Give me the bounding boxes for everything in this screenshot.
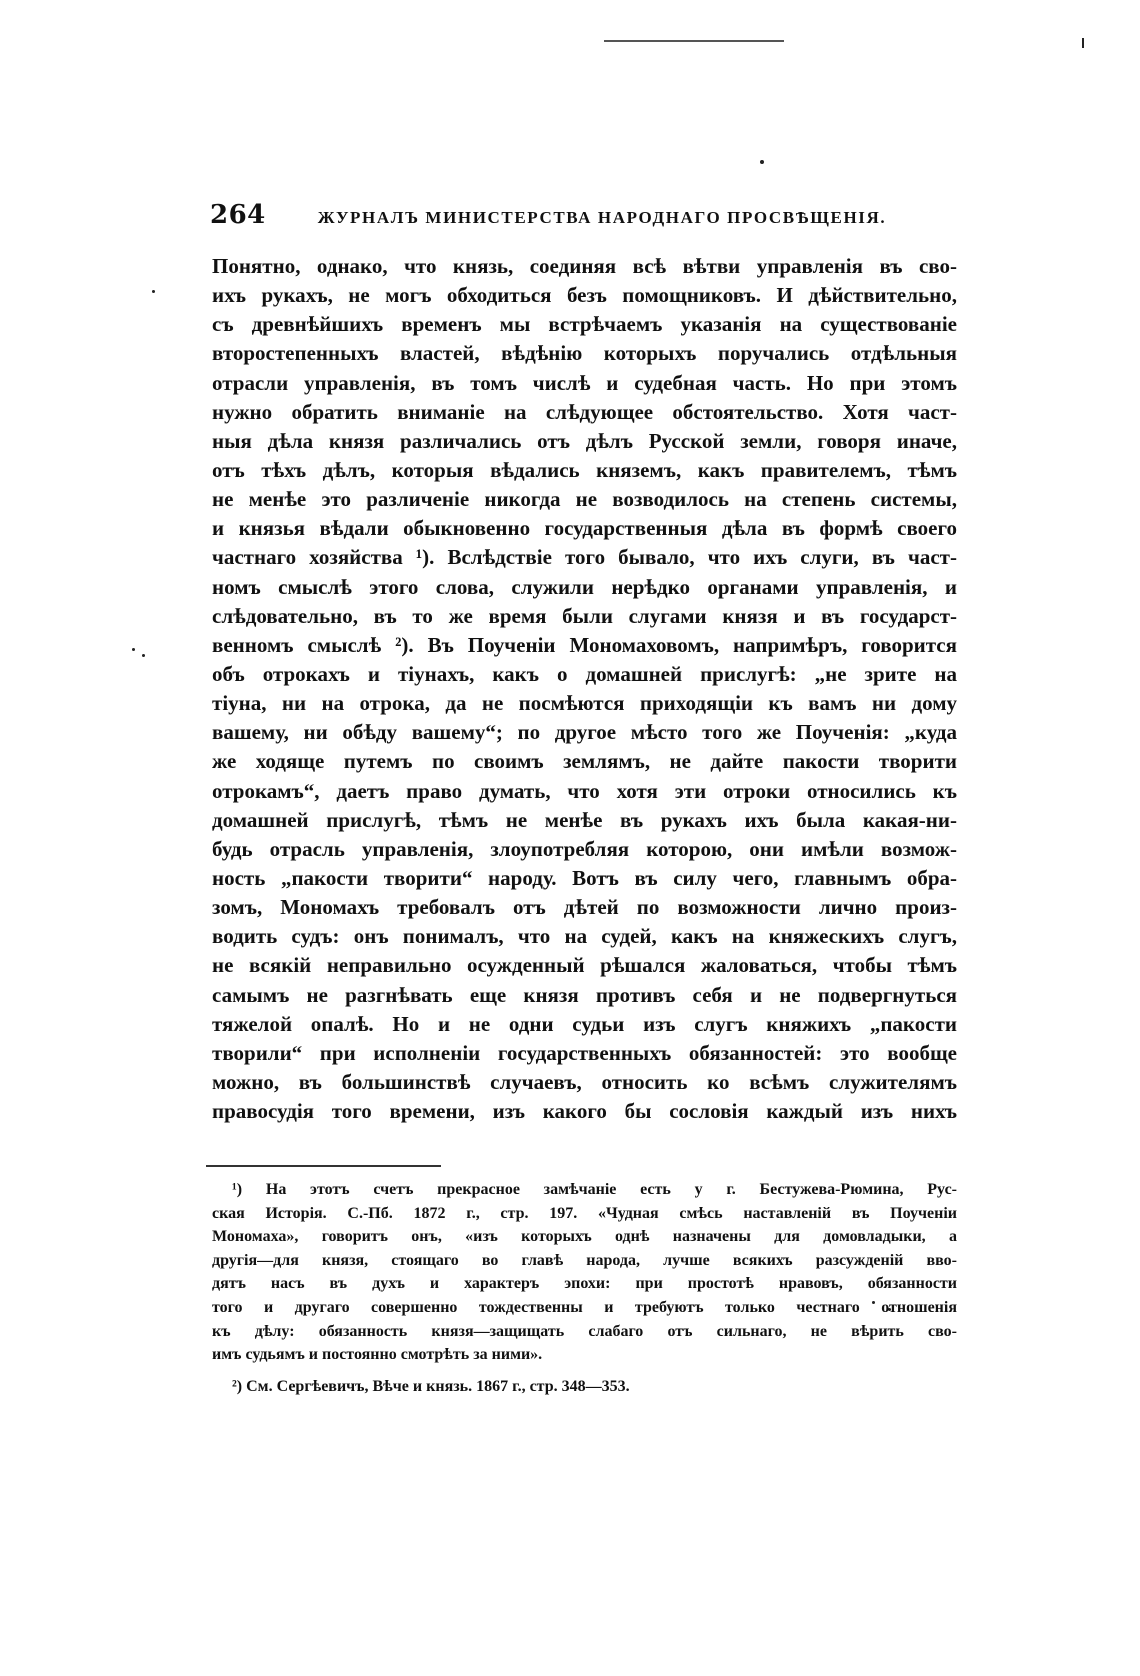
print-speck — [132, 648, 135, 651]
text-line: тіуна, ни на отрока, да не посмѣются приходящіи къ вамъ ни дому — [212, 691, 957, 716]
footnotes — [212, 1178, 957, 1398]
text-line: объ отрокахъ и тіунахъ, какъ о домашней прислугѣ: „не зрите на — [212, 661, 957, 686]
text-line: вашему, ни обѣду вашему“; по другое мѣсто того же Поученія: „куда — [212, 720, 957, 745]
text-line: ихъ рукахъ, не могъ обходиться безъ помощниковъ. И дѣйствительно, — [212, 283, 957, 308]
text-line: будь отрасль управленія, злоупотребляя которою, они имѣли возмож- — [212, 836, 957, 861]
text-line: не менѣе это различеніе никогда не возводилось на степень системы, — [212, 487, 957, 512]
text-line: ныя дѣла князя различались отъ дѣлъ Русской земли, говоря иначе, — [212, 428, 957, 453]
text-line: отрасли управленія, въ томъ числѣ и судебная часть. Но при этомъ — [212, 370, 957, 395]
text-line: можно, въ большинствѣ случаевъ, относить ко всѣмъ служителямъ — [212, 1069, 957, 1094]
print-speck — [142, 654, 145, 657]
footnote-2: ²) См. Сергѣевичъ, Вѣче и князь. 1867 г., стр. 348—353. — [232, 1377, 630, 1395]
text-line: второстепенныхъ властей, вѣдѣнію которыхъ поручались отдѣльныя — [212, 341, 957, 366]
text-line: номъ смыслѣ этого слова, служили нерѣдко органами управленія, и — [212, 574, 957, 599]
print-speck — [760, 160, 764, 164]
text-line: не всякій неправильно осужденный рѣшался жаловаться, чтобы тѣмъ — [212, 953, 957, 978]
text-line: творили“ при исполненіи государственныхъ обязанностей: это вообще — [212, 1040, 957, 1065]
page-header — [210, 200, 950, 240]
text-line: слѣдовательно, въ то же время были слугами князя и въ государст- — [212, 603, 957, 628]
text-line: водить судъ: онъ понималъ, что на судей, какъ на княжескихъ слугъ, — [212, 924, 957, 949]
text-line: ность „пакости творити“ народу. Вотъ въ силу чего, главнымъ обра- — [212, 865, 957, 890]
text-line: отъ тѣхъ дѣлъ, которыя вѣдались княземъ, какъ правителемъ, тѣмъ — [212, 457, 957, 482]
footnote-1-line: имъ судьямъ и постоянно смотрѣть за ними». — [212, 1346, 543, 1364]
text-line: венномъ смыслѣ ²). Въ Поученіи Мономаховомъ, напримѣръ, говорится — [212, 632, 957, 657]
main-text — [212, 252, 957, 1126]
footnote-1-line: другія—для князя, стоящаго во главѣ народа, лучше всякихъ разсужденій вво- — [212, 1251, 957, 1269]
text-line: домашней прислугѣ, тѣмъ не менѣе въ рукахъ ихъ была какая-ни- — [212, 807, 957, 832]
footnote-1-line: къ дѣлу: обязанность князя—защищать слабаго отъ сильнаго, не вѣрить сво- — [212, 1322, 957, 1340]
print-speck — [152, 290, 155, 293]
text-line: тяжелой опалѣ. Но и не одни судьи изъ слугъ княжихъ „пакости — [212, 1011, 957, 1036]
text-line: правосудія того времени, изъ какого бы сословія каждый изъ нихъ — [212, 1099, 957, 1124]
text-line: частнаго хозяйства ¹). Вслѣдствіе того бывало, что ихъ слуги, въ част- — [212, 545, 957, 570]
text-line: отрокамъ“, даетъ право думать, что хотя эти отроки относились къ — [212, 778, 957, 803]
footnote-1-line: того и другаго совершенно тождественны и требуютъ только честнаго отношенія — [212, 1298, 957, 1316]
text-line: зомъ, Мономахъ требовалъ отъ дѣтей по возможности лично произ- — [212, 895, 957, 920]
text-line: и князья вѣдали обыкновенно государственныя дѣла въ формѣ своего — [212, 516, 957, 541]
running-head: ЖУРНАЛЪ МИНИСТЕРСТВА НАРОДНАГО ПРОСВѢЩЕНІЯ. — [317, 208, 887, 227]
footnote-1-line: ская Исторія. С.-Пб. 1872 г., стр. 197. «Чудная смѣсь наставленій въ Поученіи — [212, 1204, 957, 1222]
corner-mark — [1082, 38, 1084, 48]
footnote-1-line: Мономаха», говоритъ онъ, «изъ которыхъ однѣ назначены для домовладыки, а — [212, 1228, 957, 1246]
footnote-1-line: дятъ насъ въ духъ и характеръ эпохи: при простотѣ нравовъ, обязанности — [212, 1275, 957, 1293]
page-number: 264 — [210, 200, 266, 230]
top-rule — [604, 40, 784, 42]
text-line: съ древнѣйшихъ временъ мы встрѣчаемъ указанія на существованіе — [212, 312, 957, 337]
text-line: самымъ не разгнѣвать еще князя противъ себя и не подвергнуться — [212, 982, 957, 1007]
text-line: нужно обратить вниманіе на слѣдующее обстоятельство. Хотя част- — [212, 399, 957, 424]
footnote-1-line: ¹) На этотъ счетъ прекрасное замѣчаніе есть у г. Бестужева-Рюмина, Рус- — [232, 1181, 957, 1198]
text-line: Понятно, однако, что князь, соединяя всѣ вѣтви управленія въ сво- — [212, 254, 957, 278]
footnote-rule — [206, 1165, 441, 1167]
text-line: же ходяще путемъ по своимъ землямъ, не дайте пакости творити — [212, 749, 957, 774]
